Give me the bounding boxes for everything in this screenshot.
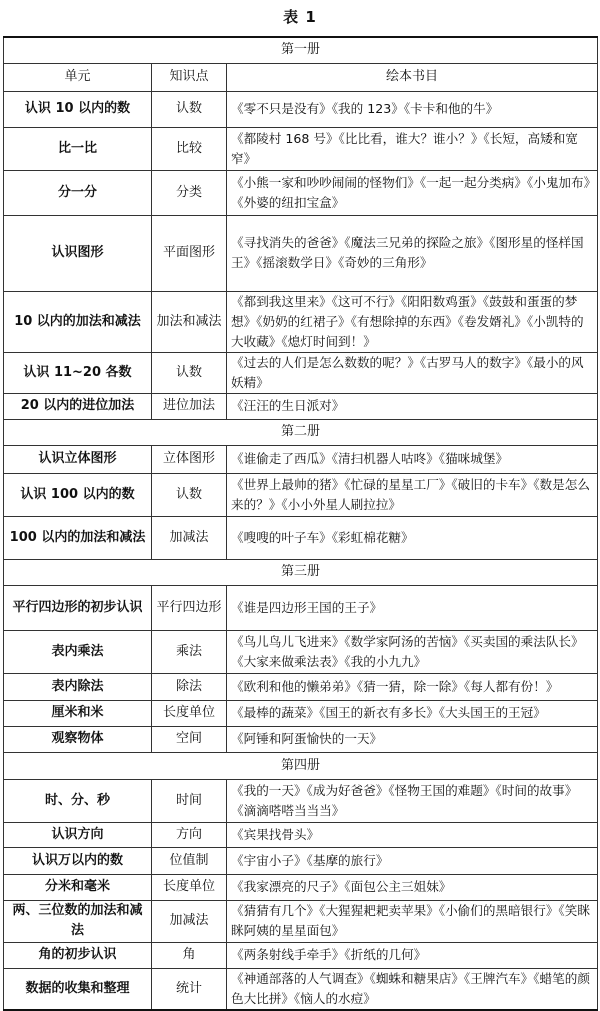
- table-row: [4, 91, 598, 127]
- unit-cell: 认识方向: [4, 822, 152, 847]
- book-list-cell: 《最棒的蔬菜》《国王的新衣有多长》《大头国王的王冠》: [227, 700, 598, 726]
- knowledge-point-cell: 加减法: [152, 516, 227, 559]
- table-body: [4, 37, 598, 1010]
- knowledge-point-cell: 时间: [152, 779, 227, 822]
- volume-title: 第四册: [4, 752, 598, 779]
- knowledge-point-cell: 位值制: [152, 847, 227, 874]
- header-row: [4, 63, 598, 91]
- knowledge-point-cell: 方向: [152, 822, 227, 847]
- knowledge-point-cell: 乘法: [152, 630, 227, 673]
- table-row: [4, 585, 598, 630]
- knowledge-point-cell: 平行四边形: [152, 585, 227, 630]
- table-row: [4, 170, 598, 215]
- table-row: [4, 822, 598, 847]
- knowledge-point-cell: 分类: [152, 170, 227, 215]
- unit-cell: 角的初步认识: [4, 942, 152, 968]
- unit-cell: 认识图形: [4, 215, 152, 291]
- book-list-cell: 《汪汪的生日派对》: [227, 393, 598, 419]
- knowledge-point-cell: 统计: [152, 968, 227, 1010]
- knowledge-point-cell: 除法: [152, 673, 227, 700]
- unit-cell: 分米和毫米: [4, 874, 152, 900]
- table-row: [4, 779, 598, 822]
- knowledge-point-cell: 空间: [152, 726, 227, 752]
- unit-cell: 观察物体: [4, 726, 152, 752]
- knowledge-point-cell: 平面图形: [152, 215, 227, 291]
- unit-cell: 分一分: [4, 170, 152, 215]
- table-row: [4, 291, 598, 352]
- table-row: [4, 630, 598, 673]
- knowledge-point-cell: 长度单位: [152, 874, 227, 900]
- book-list-cell: 《都陵村 168 号》《比比看，谁大？谁小？》《长短，高矮和宽窄》: [227, 127, 598, 170]
- book-list-cell: 《谁是四边形王国的王子》: [227, 585, 598, 630]
- unit-cell: 表内除法: [4, 673, 152, 700]
- table-row: [4, 215, 598, 291]
- unit-cell: 厘米和米: [4, 700, 152, 726]
- book-list-cell: 《世界上最帅的猪》《忙碌的星星工厂》《破旧的卡车》《数是怎么来的？》《小小外星人刷拉拉》: [227, 473, 598, 516]
- volume-title: 第三册: [4, 559, 598, 585]
- knowledge-point-cell: 长度单位: [152, 700, 227, 726]
- table-row: [4, 700, 598, 726]
- book-list-cell: 《两条射线手牵手》《折纸的几何》: [227, 942, 598, 968]
- book-list-cell: 《猜猜有几个》《大猩猩耙耙卖苹果》《小偷们的黑暗银行》《笑眯眯阿姨的星星面包》: [227, 900, 598, 942]
- book-list-cell: 《宾果找骨头》: [227, 822, 598, 847]
- knowledge-point-cell: 立体图形: [152, 445, 227, 473]
- unit-cell: 时、分、秒: [4, 779, 152, 822]
- unit-cell: 平行四边形的初步认识: [4, 585, 152, 630]
- book-list-cell: 《神通部落的人气调查》《蜘蛛和糖果店》《王牌汽车》《蜡笔的颜色大比拼》《恼人的水痘》: [227, 968, 598, 1010]
- table-row: [4, 726, 598, 752]
- table-row: [4, 968, 598, 1010]
- table-row: [4, 473, 598, 516]
- table-row: [4, 516, 598, 559]
- unit-cell: 表内乘法: [4, 630, 152, 673]
- book-list-cell: 《鸟儿鸟儿飞进来》《数学家阿汤的苦恼》《买卖国的乘法队长》《大家来做乘法表》《我的小九九》: [227, 630, 598, 673]
- table-row: [4, 673, 598, 700]
- book-list-cell: 《小熊一家和吵吵闹闹的怪物们》《一起一起分类病》《小鬼加布》《外婆的纽扣宝盒》: [227, 170, 598, 215]
- book-list-cell: 《零不只是没有》《我的 123》《卡卡和他的牛》: [227, 91, 598, 127]
- unit-cell: 两、三位数的加法和减法: [4, 900, 152, 942]
- unit-cell: 100 以内的加法和减法: [4, 516, 152, 559]
- book-list-cell: 《嗖嗖的叶子车》《彩虹棉花糖》: [227, 516, 598, 559]
- volume-title: 第一册: [4, 37, 598, 63]
- unit-cell: 认识 11~20 各数: [4, 352, 152, 393]
- table-row: [4, 393, 598, 419]
- table-row: [4, 445, 598, 473]
- table-caption: 表 1: [283, 8, 317, 26]
- volume-title: 第二册: [4, 419, 598, 445]
- knowledge-point-cell: 认数: [152, 473, 227, 516]
- table-row: [4, 127, 598, 170]
- book-list-cell: 《阿锤和阿蛋愉快的一天》: [227, 726, 598, 752]
- unit-cell: 认识 100 以内的数: [4, 473, 152, 516]
- unit-cell: 认识万以内的数: [4, 847, 152, 874]
- unit-cell: 比一比: [4, 127, 152, 170]
- book-list-cell: 《都到我这里来》《这可不行》《阳阳数鸡蛋》《鼓鼓和蛋蛋的梦想》《奶奶的红裙子》《有想除掉的东西》《卷发婿礼》《小凯特的大收藏》《熄灯时间到！》: [227, 291, 598, 352]
- unit-cell: 认识立体图形: [4, 445, 152, 473]
- table-row: [4, 352, 598, 393]
- book-list-cell: 《我家漂亮的尺子》《面包公主三姐妹》: [227, 874, 598, 900]
- knowledge-point-cell: 加减法: [152, 900, 227, 942]
- unit-cell: 数据的收集和整理: [4, 968, 152, 1010]
- book-list-cell: 《我的一天》《成为好爸爸》《怪物王国的难题》《时间的故事》《滴滴嗒嗒当当当》: [227, 779, 598, 822]
- table-row: [4, 900, 598, 942]
- knowledge-point-cell: 加法和减法: [152, 291, 227, 352]
- header-knowledge: 知识点: [152, 63, 227, 91]
- header-unit: 单元: [4, 63, 152, 91]
- knowledge-point-cell: 角: [152, 942, 227, 968]
- unit-cell: 认识 10 以内的数: [4, 91, 152, 127]
- knowledge-point-cell: 认数: [152, 91, 227, 127]
- knowledge-point-cell: 认数: [152, 352, 227, 393]
- volume-row: [4, 37, 598, 63]
- book-list-cell: 《谁偷走了西瓜》《清扫机器人咕咚》《猫咪城堡》: [227, 445, 598, 473]
- header-books: 绘本书目: [227, 63, 598, 91]
- book-list-cell: 《寻找消失的爸爸》《魔法三兄弟的探险之旅》《图形星的怪样国王》《摇滚数学日》《奇妙的三角形》: [227, 215, 598, 291]
- table-row: [4, 942, 598, 968]
- volume-row: [4, 419, 598, 445]
- knowledge-point-cell: 进位加法: [152, 393, 227, 419]
- unit-cell: 10 以内的加法和减法: [4, 291, 152, 352]
- book-list-cell: 《欧利和他的懒弟弟》《猜一猜，除一除》《每人都有份！》: [227, 673, 598, 700]
- picture-book-table: [3, 36, 598, 1011]
- book-list-cell: 《宇宙小子》《基摩的旅行》: [227, 847, 598, 874]
- knowledge-point-cell: 比较: [152, 127, 227, 170]
- volume-row: [4, 752, 598, 779]
- table-row: [4, 874, 598, 900]
- table-row: [4, 847, 598, 874]
- volume-row: [4, 559, 598, 585]
- book-list-cell: 《过去的人们是怎么数数的呢？》《古罗马人的数字》《最小的风妖精》: [227, 352, 598, 393]
- unit-cell: 20 以内的进位加法: [4, 393, 152, 419]
